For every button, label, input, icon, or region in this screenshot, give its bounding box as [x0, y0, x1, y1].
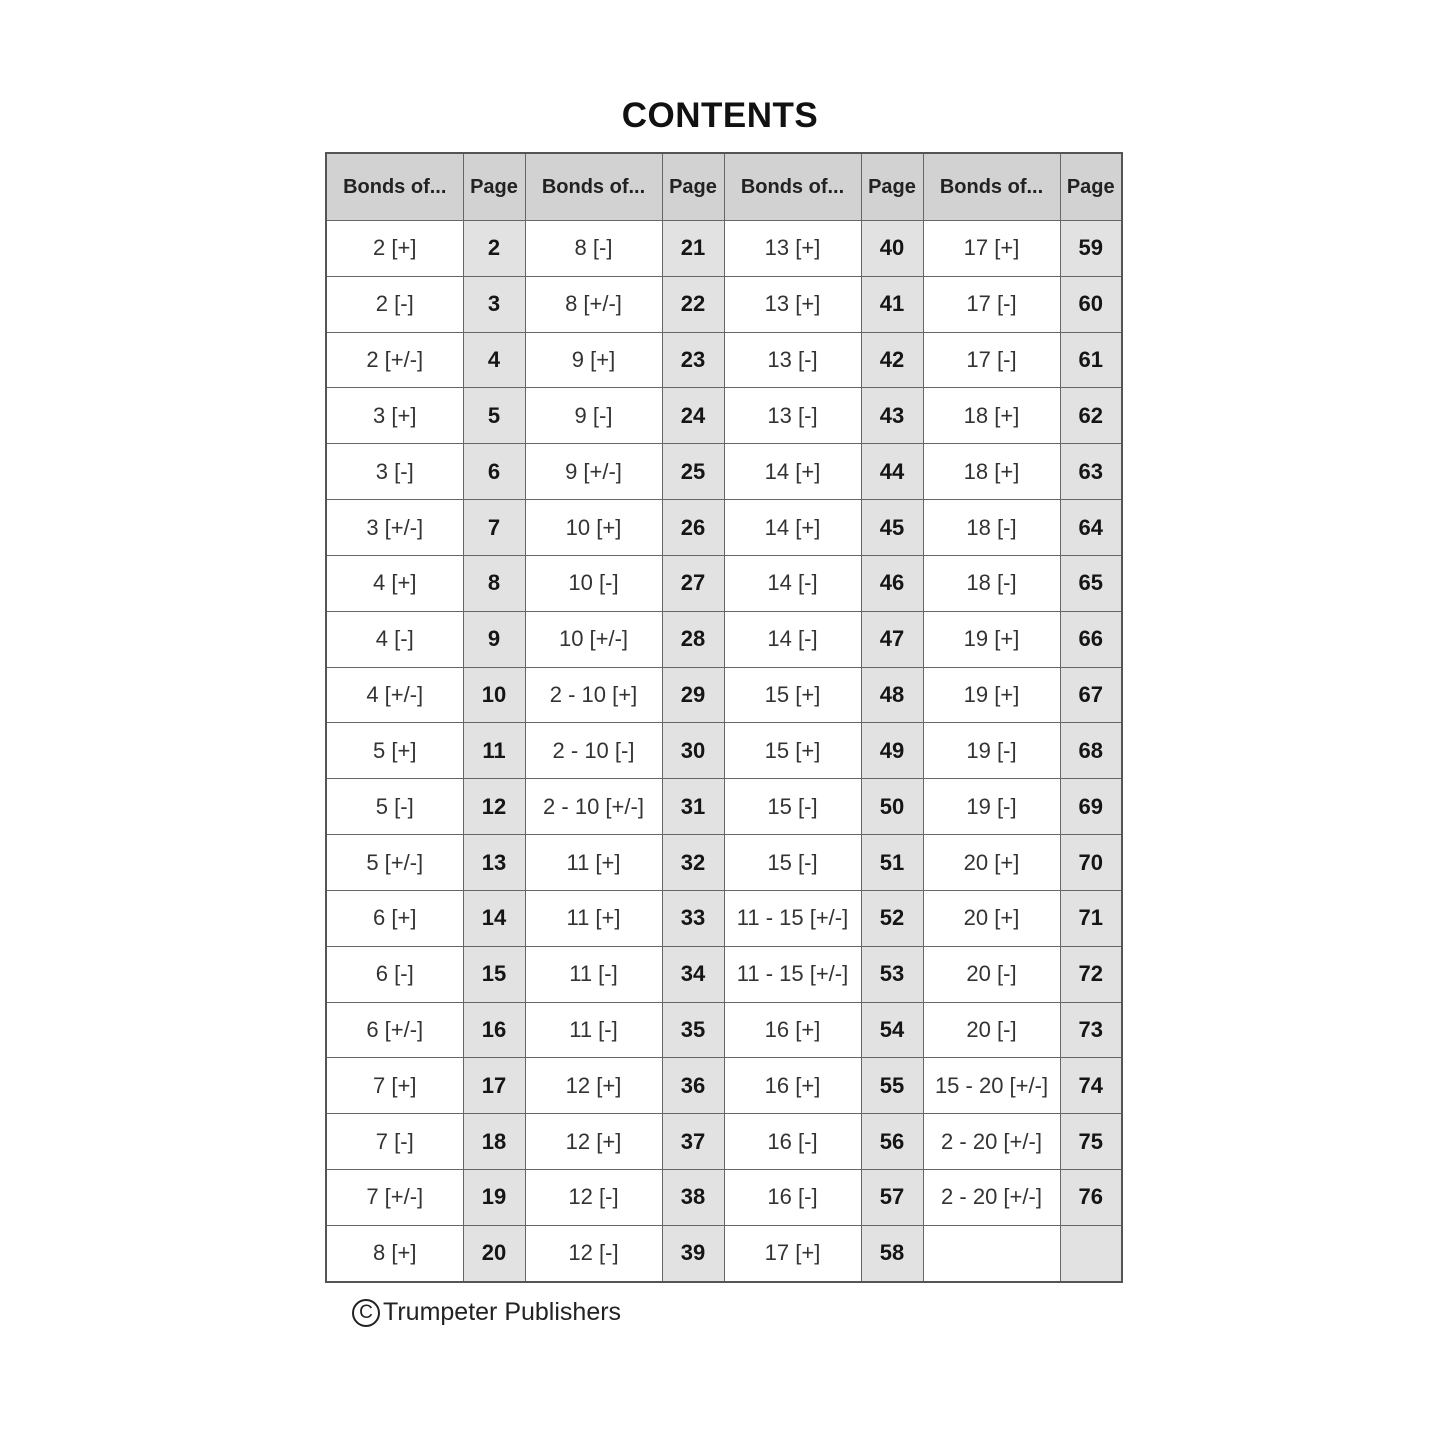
- table-row: [326, 890, 1122, 946]
- table-row: [326, 835, 1122, 891]
- bonds-cell: 6 [-]: [326, 946, 463, 1002]
- page-number-cell: 63: [1060, 444, 1122, 500]
- bonds-cell: 11 [+]: [525, 890, 662, 946]
- bonds-cell: 5 [-]: [326, 779, 463, 835]
- table-row: [326, 388, 1122, 444]
- page-number-cell: 15: [463, 946, 525, 1002]
- bonds-cell: 13 [+]: [724, 221, 861, 277]
- bonds-cell: 16 [+]: [724, 1002, 861, 1058]
- bonds-cell: 2 - 20 [+/-]: [923, 1114, 1060, 1170]
- bonds-cell: 13 [-]: [724, 388, 861, 444]
- table-body: [326, 221, 1122, 1283]
- bonds-cell: 5 [+/-]: [326, 835, 463, 891]
- page-number-cell: 16: [463, 1002, 525, 1058]
- page-number-cell: 72: [1060, 946, 1122, 1002]
- bonds-cell: 16 [-]: [724, 1114, 861, 1170]
- table-row: [326, 946, 1122, 1002]
- publisher-name: Trumpeter Publishers: [383, 1298, 622, 1326]
- bonds-cell: 2 [-]: [326, 276, 463, 332]
- page-number-cell: 49: [861, 723, 923, 779]
- bonds-cell: 20 [+]: [923, 890, 1060, 946]
- page-number-cell: 20: [463, 1225, 525, 1282]
- bonds-cell: 11 [+]: [525, 835, 662, 891]
- bonds-cell: 7 [+/-]: [326, 1170, 463, 1226]
- page-title: CONTENTS: [621, 96, 819, 135]
- table-row: [326, 667, 1122, 723]
- bonds-cell: 20 [-]: [923, 1002, 1060, 1058]
- bonds-cell: 16 [-]: [724, 1170, 861, 1226]
- page-number-cell: 70: [1060, 835, 1122, 891]
- page-number-cell: 27: [662, 555, 724, 611]
- page-number-cell: 33: [662, 890, 724, 946]
- bonds-cell: 18 [+]: [923, 388, 1060, 444]
- page-number-cell: 24: [662, 388, 724, 444]
- page-number-cell: 19: [463, 1170, 525, 1226]
- page-number-cell: 6: [463, 444, 525, 500]
- contents-table: [325, 152, 1123, 1283]
- bonds-cell: 19 [-]: [923, 723, 1060, 779]
- table-row: [326, 444, 1122, 500]
- bonds-cell: 14 [-]: [724, 611, 861, 667]
- page-number-cell: 61: [1060, 332, 1122, 388]
- bonds-cell: 15 - 20 [+/-]: [923, 1058, 1060, 1114]
- bonds-cell: 15 [-]: [724, 835, 861, 891]
- page-number-cell: 44: [861, 444, 923, 500]
- bonds-cell: 14 [+]: [724, 444, 861, 500]
- bonds-cell: 2 [+/-]: [326, 332, 463, 388]
- page-number-cell: 75: [1060, 1114, 1122, 1170]
- table-row: [326, 276, 1122, 332]
- bonds-cell: 19 [+]: [923, 611, 1060, 667]
- page-number-cell: 36: [662, 1058, 724, 1114]
- bonds-cell: 10 [-]: [525, 555, 662, 611]
- bonds-cell: 13 [-]: [724, 332, 861, 388]
- page-number-cell: 13: [463, 835, 525, 891]
- bonds-cell: 17 [+]: [923, 221, 1060, 277]
- page-number-cell: 26: [662, 500, 724, 556]
- table-row: [326, 332, 1122, 388]
- bonds-cell: 20 [+]: [923, 835, 1060, 891]
- bonds-cell: 9 [+/-]: [525, 444, 662, 500]
- bonds-cell: 5 [+]: [326, 723, 463, 779]
- page-number-cell: 35: [662, 1002, 724, 1058]
- page-number-cell: 3: [463, 276, 525, 332]
- bonds-cell: 9 [+]: [525, 332, 662, 388]
- column-header-bonds: Bonds of...: [724, 153, 861, 221]
- page-number-cell: 39: [662, 1225, 724, 1282]
- table-row: [326, 611, 1122, 667]
- table-row: [326, 1058, 1122, 1114]
- bonds-cell: 12 [-]: [525, 1170, 662, 1226]
- page-number-cell: 65: [1060, 555, 1122, 611]
- page-number-cell: 68: [1060, 723, 1122, 779]
- table-row: [326, 221, 1122, 277]
- bonds-cell: 12 [+]: [525, 1058, 662, 1114]
- page-number-cell: 52: [861, 890, 923, 946]
- page-number-cell: 60: [1060, 276, 1122, 332]
- page-number-cell: 50: [861, 779, 923, 835]
- page-number-cell: 9: [463, 611, 525, 667]
- page-number-cell: 21: [662, 221, 724, 277]
- bonds-cell: 10 [+/-]: [525, 611, 662, 667]
- page-number-cell: 53: [861, 946, 923, 1002]
- bonds-cell: 14 [+]: [724, 500, 861, 556]
- bonds-cell: 16 [+]: [724, 1058, 861, 1114]
- bonds-cell: [923, 1225, 1060, 1282]
- page-number-cell: 76: [1060, 1170, 1122, 1226]
- page-number-cell: 71: [1060, 890, 1122, 946]
- column-header-page: Page: [861, 153, 923, 221]
- page-number-cell: 32: [662, 835, 724, 891]
- page-number-cell: [1060, 1225, 1122, 1282]
- bonds-cell: 2 - 10 [+]: [525, 667, 662, 723]
- page-number-cell: 48: [861, 667, 923, 723]
- bonds-cell: 18 [-]: [923, 500, 1060, 556]
- table-row: [326, 1114, 1122, 1170]
- bonds-cell: 15 [+]: [724, 667, 861, 723]
- table-row: [326, 779, 1122, 835]
- table-row: [326, 1170, 1122, 1226]
- table-row: [326, 1225, 1122, 1282]
- page-number-cell: 38: [662, 1170, 724, 1226]
- bonds-cell: 3 [+/-]: [326, 500, 463, 556]
- bonds-cell: 4 [+/-]: [326, 667, 463, 723]
- bonds-cell: 2 - 10 [+/-]: [525, 779, 662, 835]
- page-number-cell: 40: [861, 221, 923, 277]
- page-number-cell: 28: [662, 611, 724, 667]
- page-number-cell: 43: [861, 388, 923, 444]
- bonds-cell: 18 [-]: [923, 555, 1060, 611]
- bonds-cell: 15 [+]: [724, 723, 861, 779]
- bonds-cell: 3 [+]: [326, 388, 463, 444]
- bonds-cell: 17 [-]: [923, 276, 1060, 332]
- bonds-cell: 13 [+]: [724, 276, 861, 332]
- bonds-cell: 20 [-]: [923, 946, 1060, 1002]
- bonds-cell: 3 [-]: [326, 444, 463, 500]
- bonds-cell: 17 [+]: [724, 1225, 861, 1282]
- page-number-cell: 55: [861, 1058, 923, 1114]
- page-number-cell: 41: [861, 276, 923, 332]
- bonds-cell: 2 - 10 [-]: [525, 723, 662, 779]
- column-header-page: Page: [662, 153, 724, 221]
- page-number-cell: 10: [463, 667, 525, 723]
- page-number-cell: 23: [662, 332, 724, 388]
- page-number-cell: 8: [463, 555, 525, 611]
- page-number-cell: 5: [463, 388, 525, 444]
- bonds-cell: 8 [+/-]: [525, 276, 662, 332]
- page-number-cell: 66: [1060, 611, 1122, 667]
- bonds-cell: 11 - 15 [+/-]: [724, 890, 861, 946]
- bonds-cell: 17 [-]: [923, 332, 1060, 388]
- bonds-cell: 14 [-]: [724, 555, 861, 611]
- bonds-cell: 8 [+]: [326, 1225, 463, 1282]
- page-number-cell: 31: [662, 779, 724, 835]
- page-number-cell: 12: [463, 779, 525, 835]
- column-header-page: Page: [463, 153, 525, 221]
- table-row: [326, 555, 1122, 611]
- page-number-cell: 73: [1060, 1002, 1122, 1058]
- bonds-cell: 11 [-]: [525, 946, 662, 1002]
- page-number-cell: 46: [861, 555, 923, 611]
- bonds-cell: 15 [-]: [724, 779, 861, 835]
- page-number-cell: 69: [1060, 779, 1122, 835]
- page-number-cell: 67: [1060, 667, 1122, 723]
- bonds-cell: 7 [-]: [326, 1114, 463, 1170]
- bonds-cell: 19 [+]: [923, 667, 1060, 723]
- page-number-cell: 17: [463, 1058, 525, 1114]
- copyright-icon: C: [352, 1299, 380, 1327]
- table-header-row: [326, 153, 1122, 221]
- bonds-cell: 7 [+]: [326, 1058, 463, 1114]
- table-row: [326, 723, 1122, 779]
- page-number-cell: 29: [662, 667, 724, 723]
- bonds-cell: 11 - 15 [+/-]: [724, 946, 861, 1002]
- page-number-cell: 30: [662, 723, 724, 779]
- bonds-cell: 6 [+/-]: [326, 1002, 463, 1058]
- bonds-cell: 11 [-]: [525, 1002, 662, 1058]
- page-number-cell: 45: [861, 500, 923, 556]
- column-header-bonds: Bonds of...: [326, 153, 463, 221]
- column-header-bonds: Bonds of...: [525, 153, 662, 221]
- page-number-cell: 56: [861, 1114, 923, 1170]
- column-header-page: Page: [1060, 153, 1122, 221]
- copyright-notice: [352, 1298, 621, 1327]
- page-number-cell: 2: [463, 221, 525, 277]
- bonds-cell: 6 [+]: [326, 890, 463, 946]
- page-number-cell: 34: [662, 946, 724, 1002]
- page-number-cell: 51: [861, 835, 923, 891]
- page-number-cell: 54: [861, 1002, 923, 1058]
- bonds-cell: 2 [+]: [326, 221, 463, 277]
- page-number-cell: 25: [662, 444, 724, 500]
- bonds-cell: 12 [-]: [525, 1225, 662, 1282]
- page-number-cell: 42: [861, 332, 923, 388]
- page-number-cell: 59: [1060, 221, 1122, 277]
- bonds-cell: 4 [+]: [326, 555, 463, 611]
- table-row: [326, 500, 1122, 556]
- page-number-cell: 22: [662, 276, 724, 332]
- page-number-cell: 74: [1060, 1058, 1122, 1114]
- page-number-cell: 4: [463, 332, 525, 388]
- page-number-cell: 14: [463, 890, 525, 946]
- page-number-cell: 37: [662, 1114, 724, 1170]
- column-header-bonds: Bonds of...: [923, 153, 1060, 221]
- bonds-cell: 19 [-]: [923, 779, 1060, 835]
- bonds-cell: 12 [+]: [525, 1114, 662, 1170]
- bonds-cell: 18 [+]: [923, 444, 1060, 500]
- bonds-cell: 8 [-]: [525, 221, 662, 277]
- bonds-cell: 2 - 20 [+/-]: [923, 1170, 1060, 1226]
- page-number-cell: 11: [463, 723, 525, 779]
- page-number-cell: 7: [463, 500, 525, 556]
- page-number-cell: 58: [861, 1225, 923, 1282]
- bonds-cell: 4 [-]: [326, 611, 463, 667]
- page-number-cell: 18: [463, 1114, 525, 1170]
- bonds-cell: 10 [+]: [525, 500, 662, 556]
- bonds-cell: 9 [-]: [525, 388, 662, 444]
- page-number-cell: 47: [861, 611, 923, 667]
- table-row: [326, 1002, 1122, 1058]
- page-number-cell: 62: [1060, 388, 1122, 444]
- page-number-cell: 57: [861, 1170, 923, 1226]
- page-number-cell: 64: [1060, 500, 1122, 556]
